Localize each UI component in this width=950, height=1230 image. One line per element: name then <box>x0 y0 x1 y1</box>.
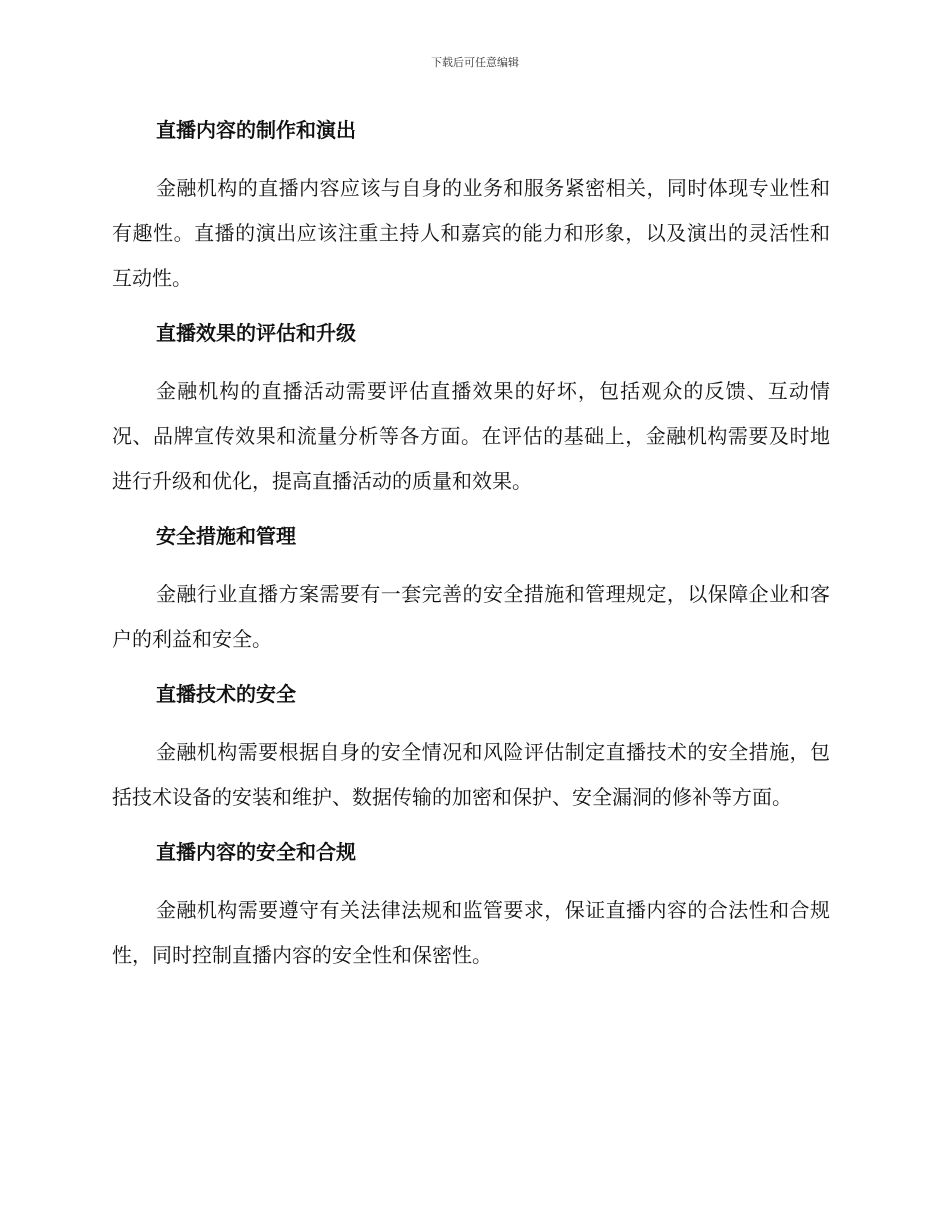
section-content-production <box>112 110 830 301</box>
section-technology-security <box>112 674 830 820</box>
section-paragraph: 金融机构的直播活动需要评估直播效果的好坏，包括观众的反馈、互动情况、品牌宣传效果和流量分析等各方面。在评估的基础上，金融机构需要及时地进行升级和优化，提高直播活动的质量和效果。 <box>112 379 830 493</box>
section-heading: 直播技术的安全 <box>156 682 296 706</box>
section-heading: 直播内容的安全和合规 <box>156 840 356 864</box>
section-heading: 直播内容的制作和演出 <box>156 118 356 142</box>
section-paragraph: 金融机构需要根据自身的安全情况和风险评估制定直播技术的安全措施，包括技术设备的安装和维护、数据传输的加密和保护、安全漏洞的修补等方面。 <box>112 740 830 809</box>
document-body <box>112 110 830 990</box>
section-heading: 安全措施和管理 <box>156 524 296 548</box>
section-paragraph: 金融机构需要遵守有关法律法规和监管要求，保证直播内容的合法性和合规性，同时控制直播内容的安全性和保密性。 <box>112 898 830 967</box>
section-paragraph: 金融行业直播方案需要有一套完善的安全措施和管理规定，以保障企业和客户的利益和安全。 <box>112 582 830 651</box>
section-heading: 直播效果的评估和升级 <box>156 321 356 345</box>
section-paragraph: 金融机构的直播内容应该与自身的业务和服务紧密相关，同时体现专业性和有趣性。直播的演出应该注重主持人和嘉宾的能力和形象，以及演出的灵活性和互动性。 <box>112 176 830 290</box>
section-security-management <box>112 516 830 662</box>
page-header-note: 下载后可任意编辑 <box>431 56 519 69</box>
section-effect-evaluation <box>112 313 830 504</box>
section-content-compliance <box>112 832 830 978</box>
